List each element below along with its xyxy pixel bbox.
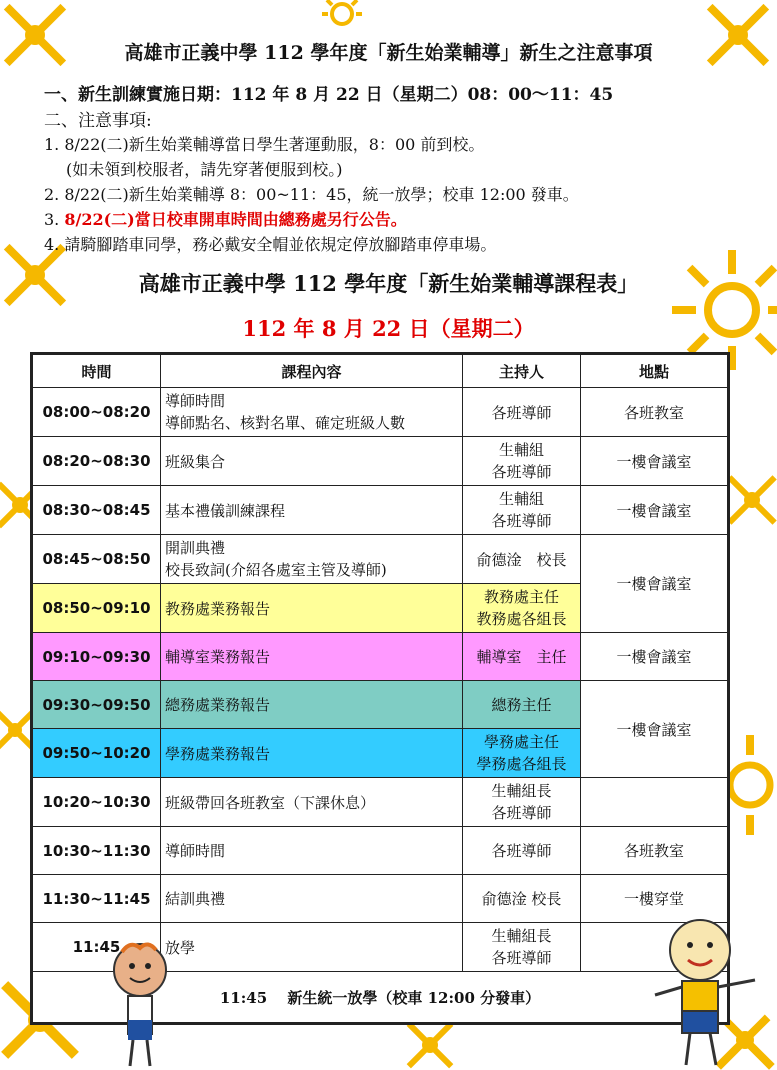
row-time: 09:10~09:30 bbox=[33, 633, 161, 681]
row-content: 放學 bbox=[161, 923, 463, 972]
row-content: 總務處業務報告 bbox=[161, 681, 463, 729]
row-host: 生輔組長 各班導師 bbox=[463, 923, 581, 972]
header-place: 地點 bbox=[581, 355, 728, 388]
note-2: 2. 8/22(二)新生始業輔導 8：00~11：45，統一放學；校車 12:00 發車。 bbox=[44, 185, 579, 204]
row-place: 一樓會議室 bbox=[581, 535, 728, 633]
row-content: 教務處業務報告 bbox=[161, 584, 463, 633]
cartoon-boy-left-icon bbox=[100, 938, 180, 1069]
schedule-title: 高雄市正義中學 112 學年度「新生始業輔導課程表」 bbox=[138, 271, 639, 296]
note-4: 4. 請騎腳踏車同學，務必戴安全帽並依規定停放腳踏車停車場。 bbox=[44, 235, 497, 254]
row-time: 11:30~11:45 bbox=[33, 875, 161, 923]
row-host: 總務主任 bbox=[463, 681, 581, 729]
row-content: 導師時間 導師點名、核對名單、確定班級人數 bbox=[161, 388, 463, 437]
row-place: 各班教室 bbox=[581, 827, 728, 875]
row-host: 生輔組 各班導師 bbox=[463, 437, 581, 486]
row-content: 班級集合 bbox=[161, 437, 463, 486]
row-content: 班級帶回各班教室（下課休息） bbox=[161, 778, 463, 827]
row-host: 生輔組長 各班導師 bbox=[463, 778, 581, 827]
row-host: 學務處主任 學務處各組長 bbox=[463, 729, 581, 778]
row-place: 一樓穿堂 bbox=[581, 875, 728, 923]
row-place: 一樓會議室 bbox=[581, 437, 728, 486]
row-content: 學務處業務報告 bbox=[161, 729, 463, 778]
training-date-section: 一、新生訓練實施日期：112 年 8 月 22 日（星期二）08：00～11：45 bbox=[44, 85, 614, 105]
row-host: 輔導室 主任 bbox=[463, 633, 581, 681]
schedule-table bbox=[30, 352, 730, 1025]
note-1-detail: (如未領到校服者，請先穿著便服到校。) bbox=[66, 160, 343, 179]
row-place: 一樓會議室 bbox=[581, 633, 728, 681]
row-place bbox=[581, 778, 728, 827]
notes-section-heading: 二、注意事項: bbox=[44, 111, 152, 131]
row-time: 09:50~10:20 bbox=[33, 729, 161, 778]
row-time: 10:20~10:30 bbox=[33, 778, 161, 827]
row-content: 結訓典禮 bbox=[161, 875, 463, 923]
row-host: 生輔組 各班導師 bbox=[463, 486, 581, 535]
row-host: 俞德淦 校長 bbox=[463, 535, 581, 584]
note-3: 3. 8/22(二)當日校車開車時間由總務處另行公告。 bbox=[44, 210, 407, 229]
table-row bbox=[33, 437, 728, 486]
schedule-date: 112 年 8 月 22 日（星期二） bbox=[242, 316, 535, 341]
row-time: 10:30~11:30 bbox=[33, 827, 161, 875]
row-host: 俞德淦 校長 bbox=[463, 875, 581, 923]
row-host: 各班導師 bbox=[463, 827, 581, 875]
table-row bbox=[33, 535, 728, 584]
page-title: 高雄市正義中學 112 學年度「新生始業輔導」新生之注意事項 bbox=[124, 42, 653, 64]
header-content: 課程內容 bbox=[161, 355, 463, 388]
header-time: 時間 bbox=[33, 355, 161, 388]
dismissal-note: 11:45 新生統一放學（校車 12:00 分發車） bbox=[33, 972, 728, 1023]
row-content: 開訓典禮 校長致詞(介紹各處室主管及導師) bbox=[161, 535, 463, 584]
row-time: 11:45 bbox=[33, 923, 161, 972]
row-time: 09:30~09:50 bbox=[33, 681, 161, 729]
row-host: 各班導師 bbox=[463, 388, 581, 437]
row-time: 08:00~08:20 bbox=[33, 388, 161, 437]
row-time: 08:30~08:45 bbox=[33, 486, 161, 535]
table-row bbox=[33, 827, 728, 875]
table-row bbox=[33, 633, 728, 681]
table-row bbox=[33, 778, 728, 827]
table-row bbox=[33, 681, 728, 729]
row-place: 一樓會議室 bbox=[581, 486, 728, 535]
table-row bbox=[33, 486, 728, 535]
row-time: 08:20~08:30 bbox=[33, 437, 161, 486]
cartoon-boy-right-icon bbox=[650, 915, 760, 1069]
row-time: 08:45~08:50 bbox=[33, 535, 161, 584]
row-time: 08:50~09:10 bbox=[33, 584, 161, 633]
table-header-row bbox=[33, 355, 728, 388]
note-1: 1. 8/22(二)新生始業輔導當日學生著運動服，8：00 前到校。 bbox=[44, 135, 485, 154]
sun-decoration-top-center-icon bbox=[312, 0, 372, 42]
row-content: 基本禮儀訓練課程 bbox=[161, 486, 463, 535]
table-row bbox=[33, 388, 728, 437]
row-place: 一樓會議室 bbox=[581, 681, 728, 778]
row-content: 輔導室業務報告 bbox=[161, 633, 463, 681]
row-place: 各班教室 bbox=[581, 388, 728, 437]
row-host: 教務處主任 教務處各組長 bbox=[463, 584, 581, 633]
table-row bbox=[33, 875, 728, 923]
row-content: 導師時間 bbox=[161, 827, 463, 875]
header-host: 主持人 bbox=[463, 355, 581, 388]
